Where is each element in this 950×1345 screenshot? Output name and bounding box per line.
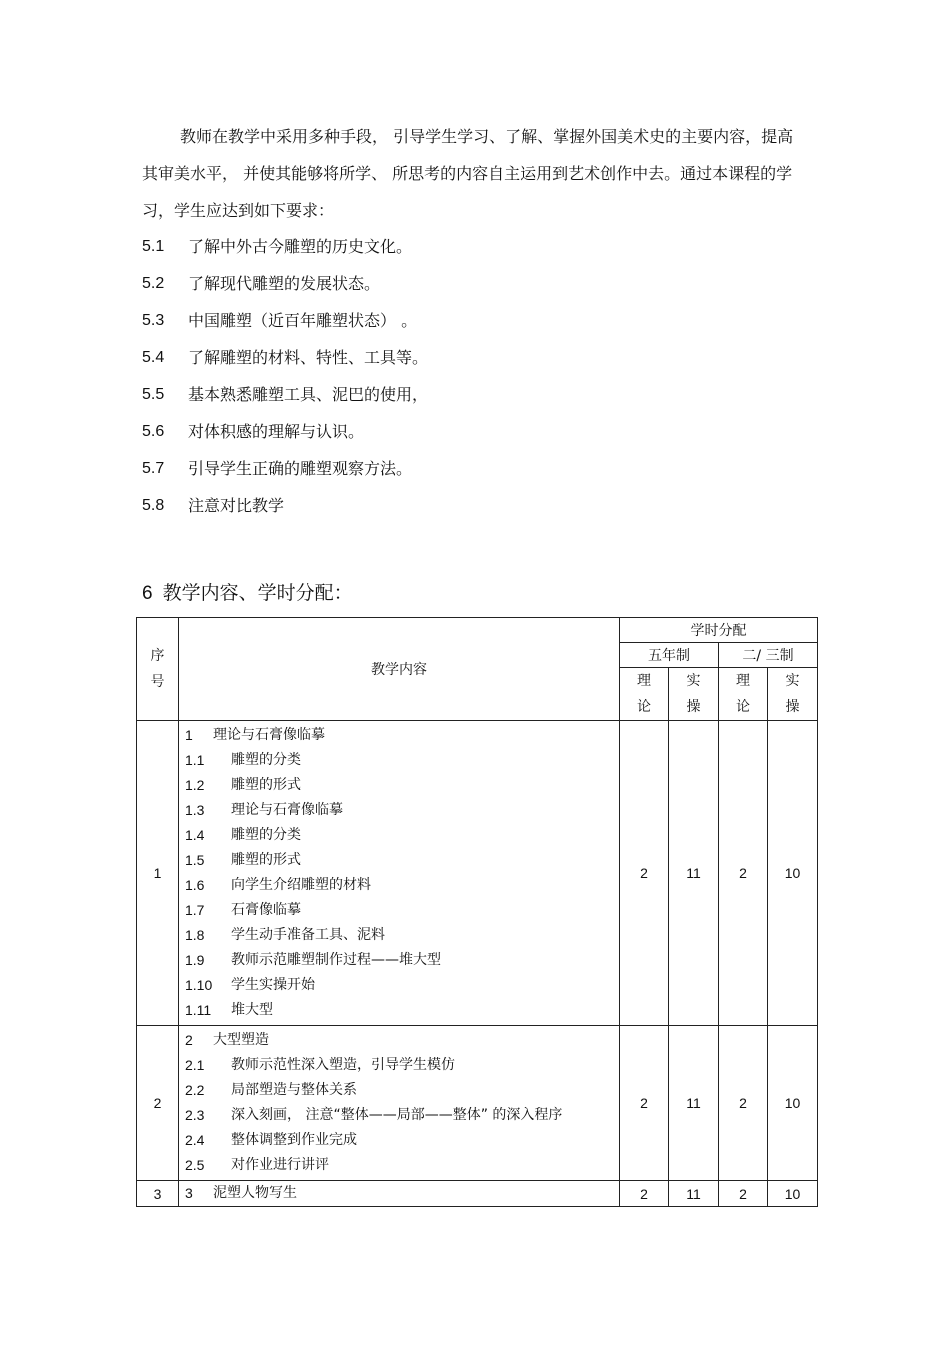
item-number: 2.5 [185, 1157, 205, 1173]
section-title: 教学内容、学时分配： [162, 582, 353, 604]
item-number: 1.7 [185, 902, 205, 918]
list-item [142, 232, 428, 269]
list-item [142, 343, 428, 380]
header-theory [719, 668, 768, 721]
table-row [137, 721, 818, 1026]
two-three-practice: 10 [768, 1181, 818, 1207]
header-practice-line2: 操 [785, 699, 800, 715]
row-content [179, 721, 620, 1026]
row-title-number: 1 [185, 727, 193, 743]
row-content [179, 1026, 620, 1181]
header-theory-line2: 论 [637, 699, 651, 715]
row-title: 泥塑人物写生 [213, 1185, 297, 1201]
header-seq-line2: 号 [150, 674, 165, 690]
requirements-list [142, 232, 428, 528]
five-year-theory: 2 [620, 1181, 669, 1207]
header-hours: 学时分配 [620, 618, 818, 643]
item-number: 1.4 [185, 827, 205, 843]
list-item [142, 269, 428, 306]
item-text: 教师示范雕塑制作过程——堆大型 [231, 952, 441, 968]
item-number: 1.5 [185, 852, 205, 868]
item-number: 5.8 [142, 497, 165, 514]
item-number: 5.5 [142, 386, 165, 403]
five-year-practice: 11 [669, 1181, 719, 1207]
header-practice-line2: 操 [686, 699, 701, 715]
table-row [137, 1181, 818, 1207]
two-three-practice: 10 [768, 1026, 818, 1181]
item-number: 1.1 [185, 752, 205, 768]
item-number: 2.1 [185, 1057, 205, 1073]
item-number: 1.11 [185, 1002, 212, 1018]
intro-paragraph: 教师在教学中采用多种手段， 引导学生学习、了解、掌握外国美术史的主要内容，提高其审美水平， 并使其能够将所学、 所思考的内容自主运用到艺术创作中去。通过本课程的学习，学生应达到如下要求： [142, 127, 794, 220]
header-seq-line1: 序 [150, 648, 165, 664]
row-title: 大型塑造 [213, 1032, 269, 1048]
item-text: 了解中外古今雕塑的历史文化。 [188, 237, 413, 256]
row-seq: 2 [137, 1026, 179, 1181]
item-text: 中国雕塑（近百年雕塑状态） 。 [188, 311, 418, 330]
header-practice-line1: 实 [785, 673, 800, 689]
item-text: 雕塑的分类 [231, 752, 301, 768]
row-content [179, 1181, 620, 1207]
header-content: 教学内容 [179, 618, 620, 721]
two-three-theory: 2 [719, 1181, 768, 1207]
item-number: 1.3 [185, 802, 205, 818]
row-seq: 3 [137, 1181, 179, 1207]
header-theory-line2: 论 [736, 699, 750, 715]
item-text: 学生实操开始 [231, 977, 315, 993]
item-text: 雕塑的分类 [231, 827, 301, 843]
row-title-number: 2 [185, 1032, 193, 1048]
header-practice [669, 668, 719, 721]
two-three-practice: 10 [768, 721, 818, 1026]
section-number: 6 [142, 583, 153, 604]
item-text: 石膏像临摹 [231, 902, 301, 918]
item-number: 1.6 [185, 877, 205, 893]
item-text: 引导学生正确的雕塑观察方法。 [188, 459, 413, 478]
list-item [142, 380, 428, 417]
item-text: 堆大型 [231, 1002, 273, 1018]
list-item [142, 306, 428, 343]
five-year-theory: 2 [620, 1026, 669, 1181]
item-text: 理论与石膏像临摹 [231, 802, 343, 818]
row-title-number: 3 [185, 1185, 193, 1201]
item-text: 基本熟悉雕塑工具、泥巴的使用， [188, 385, 429, 404]
list-item [142, 417, 428, 454]
item-number: 2.3 [185, 1107, 205, 1123]
item-text: 雕塑的形式 [231, 777, 301, 793]
header-five-year: 五年制 [620, 643, 719, 668]
item-number: 1.9 [185, 952, 205, 968]
two-three-theory: 2 [719, 1026, 768, 1181]
item-number: 2.4 [185, 1132, 205, 1148]
header-practice [768, 668, 818, 721]
item-number: 1.10 [185, 977, 213, 993]
five-year-practice: 11 [669, 721, 719, 1026]
header-theory-line1: 理 [637, 673, 651, 689]
item-number: 2.2 [185, 1082, 205, 1098]
item-number: 1.8 [185, 927, 205, 943]
item-text: 了解雕塑的材料、特性、工具等。 [188, 348, 429, 367]
header-practice-line1: 实 [686, 673, 701, 689]
item-text: 整体调整到作业完成 [231, 1132, 357, 1148]
section-heading [142, 578, 353, 609]
five-year-theory: 2 [620, 721, 669, 1026]
list-item [142, 491, 428, 528]
header-theory-line1: 理 [736, 673, 750, 689]
item-text: 对体积感的理解与认识。 [188, 422, 365, 441]
item-number: 5.1 [142, 238, 165, 255]
header-seq [137, 618, 179, 721]
row-seq: 1 [137, 721, 179, 1026]
schedule-table [136, 617, 818, 1207]
header-two-three: 二/ 三制 [719, 643, 818, 668]
item-text: 教师示范性深入塑造，引导学生模仿 [231, 1057, 455, 1073]
item-text: 学生动手准备工具、泥料 [231, 927, 385, 943]
item-text: 局部塑造与整体关系 [231, 1082, 357, 1098]
list-item [142, 454, 428, 491]
item-number: 5.2 [142, 275, 165, 292]
header-theory [620, 668, 669, 721]
item-number: 5.3 [142, 312, 165, 329]
item-number: 5.4 [142, 349, 165, 366]
item-text: 深入刻画， 注意“整体——局部——整体” 的深入程序 [231, 1107, 563, 1123]
item-text: 向学生介绍雕塑的材料 [231, 877, 371, 893]
table-row [137, 1026, 818, 1181]
five-year-practice: 11 [669, 1026, 719, 1181]
row-title: 理论与石膏像临摹 [213, 727, 325, 743]
two-three-theory: 2 [719, 721, 768, 1026]
item-number: 5.6 [142, 423, 165, 440]
item-text: 雕塑的形式 [231, 852, 301, 868]
item-number: 1.2 [185, 777, 205, 793]
item-text: 了解现代雕塑的发展状态。 [188, 274, 381, 293]
item-text: 注意对比教学 [188, 496, 285, 515]
item-number: 5.7 [142, 460, 165, 477]
item-text: 对作业进行讲评 [231, 1157, 329, 1173]
